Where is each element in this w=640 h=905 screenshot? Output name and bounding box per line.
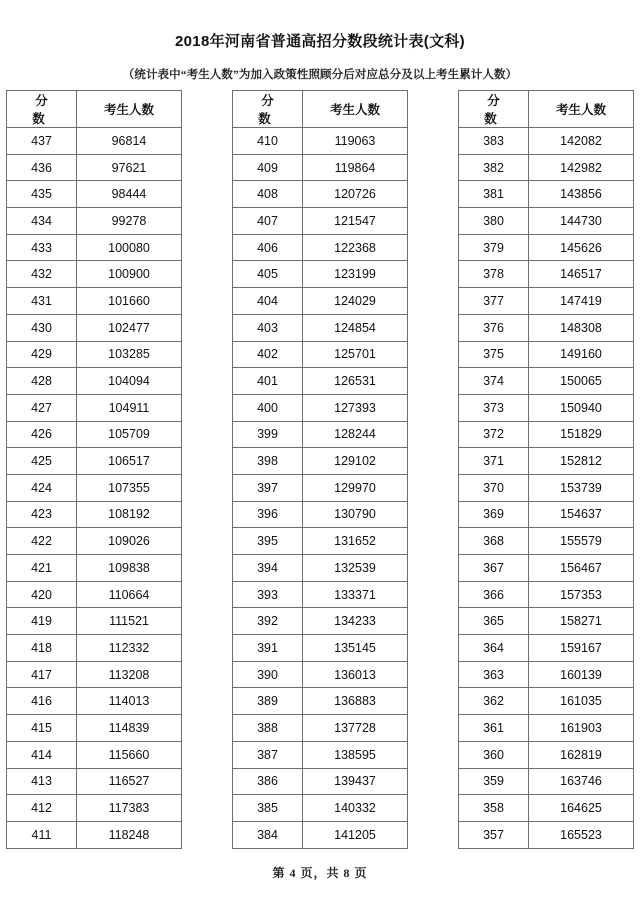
table-row: [233, 715, 408, 742]
cell-score: 371: [459, 448, 529, 475]
table-row: [233, 688, 408, 715]
table-row: [7, 821, 182, 848]
cell-score: 432: [7, 261, 77, 288]
cell-score: 405: [233, 261, 303, 288]
cell-score: 411: [7, 821, 77, 848]
table-row: [7, 768, 182, 795]
cell-score: 434: [7, 208, 77, 235]
cell-score: 368: [459, 528, 529, 555]
table-row: [233, 581, 408, 608]
score-table: [232, 90, 408, 849]
cell-score: 409: [233, 154, 303, 181]
cell-score: 398: [233, 448, 303, 475]
cell-score: 361: [459, 715, 529, 742]
cell-score: 418: [7, 635, 77, 662]
cell-count: 141205: [303, 821, 408, 848]
cell-score: 365: [459, 608, 529, 635]
cell-score: 392: [233, 608, 303, 635]
table-row: [459, 314, 634, 341]
cell-count: 150065: [529, 368, 634, 395]
cell-count: 120726: [303, 181, 408, 208]
cell-score: 433: [7, 234, 77, 261]
cell-score: 360: [459, 741, 529, 768]
cell-score: 385: [233, 795, 303, 822]
table-row: [459, 154, 634, 181]
cell-count: 162819: [529, 741, 634, 768]
cell-count: 150940: [529, 394, 634, 421]
table-row: [459, 688, 634, 715]
cell-count: 164625: [529, 795, 634, 822]
column-header-count: 考生人数: [303, 91, 408, 128]
cell-count: 113208: [77, 661, 182, 688]
table-row: [7, 635, 182, 662]
cell-count: 102477: [77, 314, 182, 341]
cell-score: 431: [7, 288, 77, 315]
table-row: [459, 368, 634, 395]
cell-count: 129102: [303, 448, 408, 475]
cell-count: 132539: [303, 555, 408, 582]
cell-score: 410: [233, 128, 303, 155]
table-row: [7, 154, 182, 181]
cell-count: 139437: [303, 768, 408, 795]
table-row: [233, 795, 408, 822]
cell-score: 382: [459, 154, 529, 181]
cell-count: 147419: [529, 288, 634, 315]
table-row: [7, 555, 182, 582]
cell-count: 121547: [303, 208, 408, 235]
page-title: 2018年河南省普通高招分数段统计表(文科): [175, 33, 465, 50]
cell-count: 155579: [529, 528, 634, 555]
table-row: [7, 661, 182, 688]
cell-score: 393: [233, 581, 303, 608]
cell-count: 161035: [529, 688, 634, 715]
table-row: [459, 448, 634, 475]
cell-count: 98444: [77, 181, 182, 208]
cell-score: 422: [7, 528, 77, 555]
table-row: [233, 314, 408, 341]
cell-count: 99278: [77, 208, 182, 235]
cell-score: 428: [7, 368, 77, 395]
cell-count: 107355: [77, 474, 182, 501]
cell-count: 101660: [77, 288, 182, 315]
cell-count: 110664: [77, 581, 182, 608]
cell-count: 114839: [77, 715, 182, 742]
table-row: [233, 341, 408, 368]
table-row: [7, 795, 182, 822]
table-row: [7, 208, 182, 235]
cell-score: 388: [233, 715, 303, 742]
table-row: [233, 448, 408, 475]
cell-count: 144730: [529, 208, 634, 235]
table-row: [7, 581, 182, 608]
cell-count: 135145: [303, 635, 408, 662]
table-row: [233, 368, 408, 395]
cell-score: 413: [7, 768, 77, 795]
table-row: [233, 154, 408, 181]
cell-count: 156467: [529, 555, 634, 582]
cell-count: 138595: [303, 741, 408, 768]
cell-score: 380: [459, 208, 529, 235]
cell-score: 369: [459, 501, 529, 528]
cell-score: 424: [7, 474, 77, 501]
table-header-row: [233, 91, 408, 128]
cell-count: 136013: [303, 661, 408, 688]
table-row: [7, 128, 182, 155]
table-row: [7, 501, 182, 528]
table-row: [459, 234, 634, 261]
cell-count: 124029: [303, 288, 408, 315]
table-row: [233, 528, 408, 555]
cell-score: 372: [459, 421, 529, 448]
cell-count: 119063: [303, 128, 408, 155]
table-row: [7, 474, 182, 501]
cell-score: 389: [233, 688, 303, 715]
table-row: [233, 421, 408, 448]
cell-count: 105709: [77, 421, 182, 448]
cell-count: 159167: [529, 635, 634, 662]
table-row: [7, 741, 182, 768]
table-row: [459, 208, 634, 235]
cell-score: 384: [233, 821, 303, 848]
cell-count: 149160: [529, 341, 634, 368]
cell-score: 373: [459, 394, 529, 421]
cell-count: 163746: [529, 768, 634, 795]
table-row: [7, 181, 182, 208]
cell-count: 124854: [303, 314, 408, 341]
cell-count: 114013: [77, 688, 182, 715]
cell-count: 115660: [77, 741, 182, 768]
cell-count: 158271: [529, 608, 634, 635]
cell-count: 118248: [77, 821, 182, 848]
table-row: [7, 288, 182, 315]
cell-count: 112332: [77, 635, 182, 662]
table-row: [459, 661, 634, 688]
table-row: [459, 128, 634, 155]
cell-count: 153739: [529, 474, 634, 501]
table-row: [459, 608, 634, 635]
table-row: [233, 608, 408, 635]
cell-count: 127393: [303, 394, 408, 421]
cell-score: 420: [7, 581, 77, 608]
cell-score: 377: [459, 288, 529, 315]
table-row: [459, 528, 634, 555]
cell-count: 123199: [303, 261, 408, 288]
table-row: [459, 821, 634, 848]
cell-count: 129970: [303, 474, 408, 501]
cell-count: 122368: [303, 234, 408, 261]
cell-count: 160139: [529, 661, 634, 688]
cell-score: 363: [459, 661, 529, 688]
cell-score: 359: [459, 768, 529, 795]
cell-score: 407: [233, 208, 303, 235]
table-row: [459, 421, 634, 448]
cell-count: 142082: [529, 128, 634, 155]
cell-score: 381: [459, 181, 529, 208]
table-row: [7, 314, 182, 341]
cell-count: 106517: [77, 448, 182, 475]
table-row: [233, 128, 408, 155]
cell-score: 435: [7, 181, 77, 208]
cell-score: 383: [459, 128, 529, 155]
table-row: [459, 555, 634, 582]
cell-count: 145626: [529, 234, 634, 261]
cell-count: 142982: [529, 154, 634, 181]
table-row: [459, 181, 634, 208]
cell-count: 97621: [77, 154, 182, 181]
cell-score: 429: [7, 341, 77, 368]
cell-score: 387: [233, 741, 303, 768]
column-header-count: 考生人数: [529, 91, 634, 128]
table-row: [7, 421, 182, 448]
cell-score: 394: [233, 555, 303, 582]
table-row: [233, 821, 408, 848]
table-row: [233, 394, 408, 421]
table-row: [233, 288, 408, 315]
cell-count: 128244: [303, 421, 408, 448]
cell-score: 399: [233, 421, 303, 448]
cell-score: 417: [7, 661, 77, 688]
table-row: [233, 181, 408, 208]
cell-count: 109838: [77, 555, 182, 582]
table-row: [233, 208, 408, 235]
cell-score: 367: [459, 555, 529, 582]
cell-score: 412: [7, 795, 77, 822]
table-row: [7, 261, 182, 288]
cell-score: 427: [7, 394, 77, 421]
cell-count: 116527: [77, 768, 182, 795]
cell-count: 161903: [529, 715, 634, 742]
cell-score: 406: [233, 234, 303, 261]
table-row: [459, 341, 634, 368]
table-row: [7, 608, 182, 635]
cell-count: 104911: [77, 394, 182, 421]
cell-count: 96814: [77, 128, 182, 155]
table-row: [233, 234, 408, 261]
table-row: [459, 394, 634, 421]
cell-count: 140332: [303, 795, 408, 822]
cell-score: 374: [459, 368, 529, 395]
table-row: [459, 768, 634, 795]
table-row: [233, 555, 408, 582]
cell-score: 376: [459, 314, 529, 341]
table-row: [233, 661, 408, 688]
cell-score: 364: [459, 635, 529, 662]
table-row: [459, 635, 634, 662]
cell-count: 137728: [303, 715, 408, 742]
column-header-score: 分 数: [7, 91, 77, 128]
cell-count: 148308: [529, 314, 634, 341]
cell-count: 109026: [77, 528, 182, 555]
cell-score: 397: [233, 474, 303, 501]
cell-score: 386: [233, 768, 303, 795]
table-row: [233, 768, 408, 795]
tables-container: [0, 90, 640, 849]
table-row: [7, 528, 182, 555]
table-row: [7, 368, 182, 395]
cell-score: 421: [7, 555, 77, 582]
cell-score: 391: [233, 635, 303, 662]
cell-count: 146517: [529, 261, 634, 288]
cell-count: 136883: [303, 688, 408, 715]
cell-count: 108192: [77, 501, 182, 528]
cell-count: 111521: [77, 608, 182, 635]
table-row: [459, 261, 634, 288]
table-row: [233, 474, 408, 501]
cell-count: 126531: [303, 368, 408, 395]
table-row: [7, 341, 182, 368]
cell-score: 415: [7, 715, 77, 742]
cell-score: 362: [459, 688, 529, 715]
table-row: [233, 261, 408, 288]
table-row: [7, 234, 182, 261]
cell-count: 119864: [303, 154, 408, 181]
cell-count: 151829: [529, 421, 634, 448]
table-row: [233, 741, 408, 768]
cell-score: 378: [459, 261, 529, 288]
cell-score: 423: [7, 501, 77, 528]
cell-score: 426: [7, 421, 77, 448]
cell-count: 152812: [529, 448, 634, 475]
score-table: [6, 90, 182, 849]
table-header-row: [459, 91, 634, 128]
column-header-score: 分 数: [459, 91, 529, 128]
cell-score: 357: [459, 821, 529, 848]
table-row: [459, 741, 634, 768]
table-row: [233, 635, 408, 662]
score-table: [458, 90, 634, 849]
cell-score: 395: [233, 528, 303, 555]
cell-count: 103285: [77, 341, 182, 368]
cell-score: 400: [233, 394, 303, 421]
table-row: [459, 795, 634, 822]
table-row: [459, 715, 634, 742]
table-row: [459, 288, 634, 315]
cell-count: 130790: [303, 501, 408, 528]
cell-count: 100080: [77, 234, 182, 261]
cell-score: 375: [459, 341, 529, 368]
cell-count: 131652: [303, 528, 408, 555]
page-subtitle: （统计表中“考生人数”为加入政策性照顾分后对应总分及以上考生累计人数）: [122, 69, 518, 81]
cell-score: 403: [233, 314, 303, 341]
cell-score: 408: [233, 181, 303, 208]
cell-count: 143856: [529, 181, 634, 208]
cell-score: 436: [7, 154, 77, 181]
cell-count: 133371: [303, 581, 408, 608]
table-row: [7, 394, 182, 421]
table-header-row: [7, 91, 182, 128]
cell-score: 379: [459, 234, 529, 261]
cell-score: 437: [7, 128, 77, 155]
cell-count: 125701: [303, 341, 408, 368]
cell-count: 100900: [77, 261, 182, 288]
table-row: [459, 501, 634, 528]
cell-score: 416: [7, 688, 77, 715]
cell-score: 390: [233, 661, 303, 688]
table-row: [7, 688, 182, 715]
cell-count: 165523: [529, 821, 634, 848]
cell-score: 414: [7, 741, 77, 768]
column-header-count: 考生人数: [77, 91, 182, 128]
cell-score: 419: [7, 608, 77, 635]
table-row: [233, 501, 408, 528]
cell-count: 154637: [529, 501, 634, 528]
cell-score: 404: [233, 288, 303, 315]
column-header-score: 分 数: [233, 91, 303, 128]
table-row: [459, 474, 634, 501]
page-footer: 第 4 页，共 8 页: [272, 866, 368, 880]
cell-score: 366: [459, 581, 529, 608]
table-row: [7, 448, 182, 475]
cell-count: 157353: [529, 581, 634, 608]
cell-count: 134233: [303, 608, 408, 635]
cell-count: 104094: [77, 368, 182, 395]
cell-score: 358: [459, 795, 529, 822]
table-row: [459, 581, 634, 608]
cell-score: 401: [233, 368, 303, 395]
cell-score: 430: [7, 314, 77, 341]
table-row: [7, 715, 182, 742]
cell-count: 117383: [77, 795, 182, 822]
cell-score: 425: [7, 448, 77, 475]
cell-score: 370: [459, 474, 529, 501]
cell-score: 396: [233, 501, 303, 528]
cell-score: 402: [233, 341, 303, 368]
